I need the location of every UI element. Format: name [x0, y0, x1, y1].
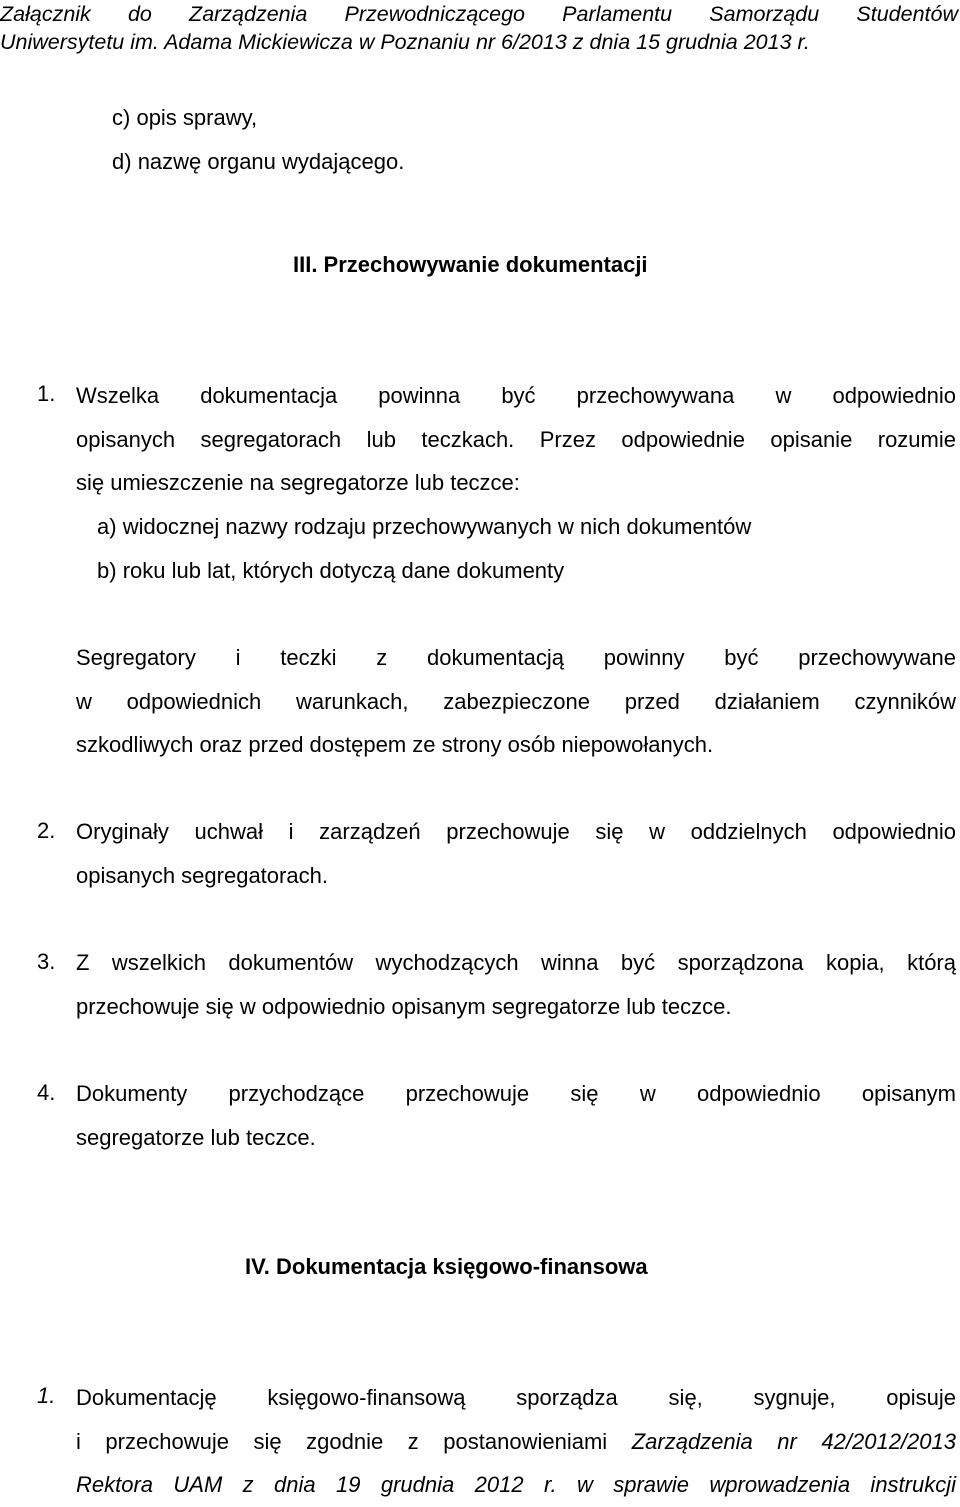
- s3p1-paragraph: [76, 636, 956, 767]
- s3p1-item-b: b) roku lub lat, których dotyczą dane dokumenty: [97, 557, 565, 583]
- section-3-p2-number: 2.: [37, 818, 56, 843]
- document-header: [0, 0, 958, 56]
- s3p4-line-1: Dokumenty przychodzące przechowuje się w odpowiednio opisanym: [76, 1081, 956, 1106]
- section-3-p1: [76, 374, 956, 505]
- s4p1-line-1: Dokumentację księgowo-finansową sporządza się, sygnuje, opisuje: [76, 1385, 956, 1410]
- list-item-d: d) nazwę organu wydającego.: [112, 149, 405, 174]
- s3p1-item-a: a) widocznej nazwy rodzaju przechowywanych w nich dokumentów: [97, 514, 752, 539]
- section-3-p2: [76, 810, 956, 897]
- s3p3-line-2: przechowuje się w odpowiednio opisanym segregatorze lub teczce.: [76, 993, 732, 1019]
- s3p2-line-1: Oryginały uchwał i zarządzeń przechowuje się w oddzielnych odpowiednio: [76, 819, 956, 844]
- list-cd: [112, 96, 404, 184]
- section-3-p3: [76, 941, 956, 1028]
- section-4-p1: [76, 1376, 956, 1507]
- s3p4-line-2: segregatorze lub teczce.: [76, 1124, 316, 1150]
- header-line-2: Uniwersytetu im. Adama Mickiewicza w Poznaniu nr 6/2013 z dnia 15 grudnia 2013 r.: [0, 30, 810, 54]
- s3p1-para-line-3: szkodliwych oraz przed dostępem ze strony osób niepowołanych.: [76, 732, 714, 757]
- s3p1-para-line-2: w odpowiednich warunkach, zabezpieczone przed działaniem czynników: [76, 688, 956, 714]
- s3p1-items: [97, 505, 751, 592]
- section-3-heading: III. Przechowywanie dokumentacji: [293, 252, 648, 277]
- section-3-p3-number: 3.: [37, 949, 56, 974]
- s4p1-line-3: Rektora UAM z dnia 19 grudnia 2012 r. w sprawie wprowadzenia instrukcji: [76, 1472, 956, 1497]
- section-4-p1-number: 1.: [37, 1383, 56, 1408]
- s3p3-line-1: Z wszelkich dokumentów wychodzących winna być sporządzona kopia, którą: [76, 950, 956, 975]
- s3p1-line-2: opisanych segregatorach lub teczkach. Przez odpowiednie opisanie rozumie: [76, 426, 956, 452]
- s3p1-para-line-1: Segregatory i teczki z dokumentacją powinny być przechowywane: [76, 645, 956, 670]
- header-line-1: Załącznik do Zarządzenia Przewodniczącego Parlamentu Samorządu Studentów: [0, 2, 958, 26]
- section-3-p4-number: 4.: [37, 1080, 56, 1105]
- s4p1-line-2: i przechowuje się zgodnie z postanowieniami Zarządzenia nr 42/2012/2013: [76, 1428, 956, 1454]
- section-3-p1-number: 1.: [37, 381, 56, 406]
- s3p1-line-3: się umieszczenie na segregatorze lub teczce:: [76, 470, 520, 495]
- s3p2-line-2: opisanych segregatorach.: [76, 862, 328, 888]
- list-item-c: c) opis sprawy,: [112, 105, 258, 130]
- section-3-p4: [76, 1072, 956, 1159]
- s3p1-line-1: Wszelka dokumentacja powinna być przechowywana w odpowiednio: [76, 383, 956, 408]
- section-4-heading: IV. Dokumentacja księgowo-finansowa: [245, 1254, 648, 1279]
